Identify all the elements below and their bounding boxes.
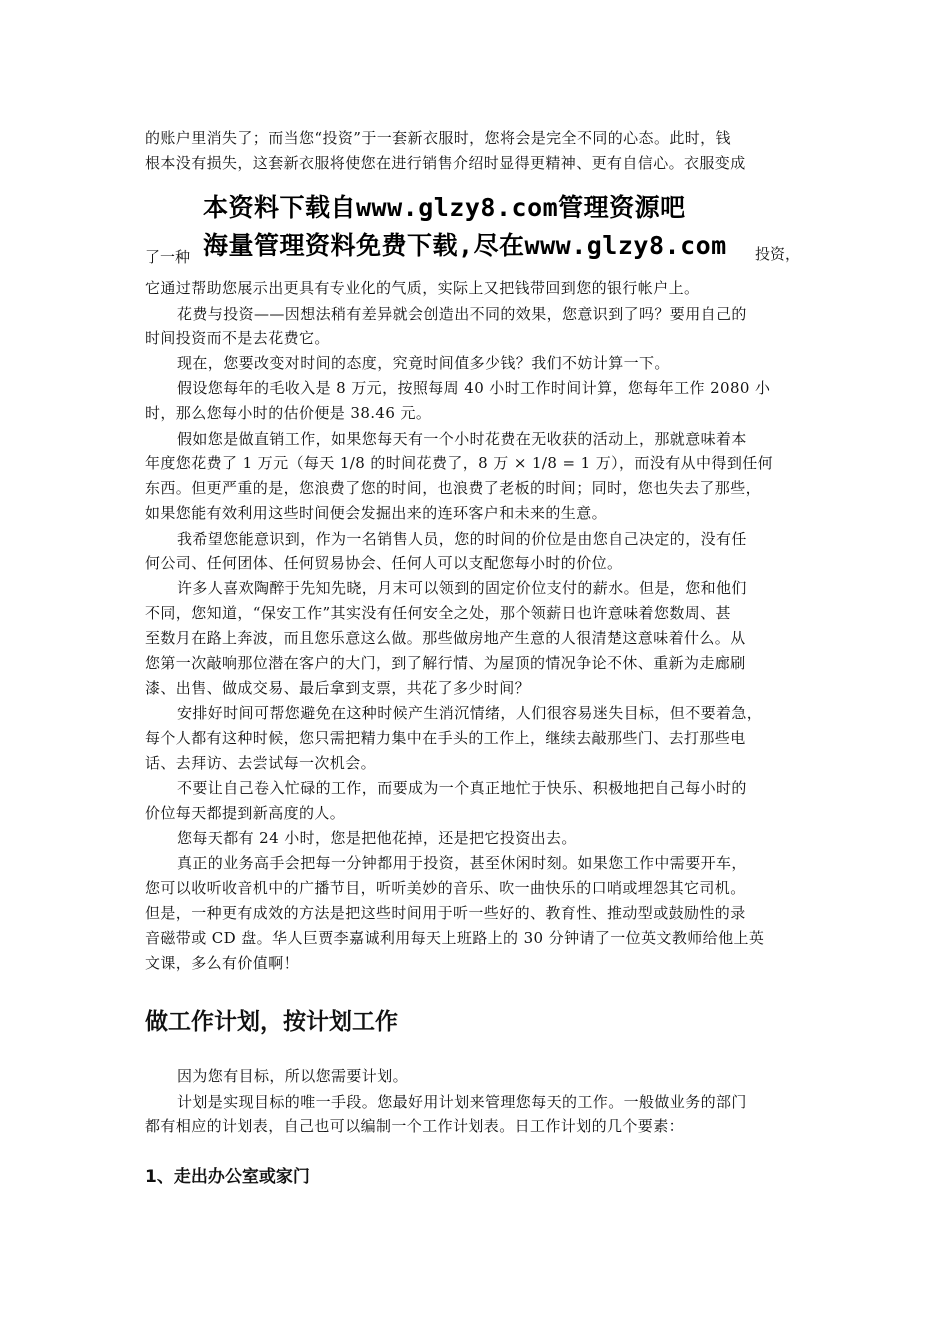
paragraph-line: 真正的业务高手会把每一分钟都用于投资，甚至休闲时刻。如果您工作中需要开车， (177, 854, 747, 872)
text-line: 漆、出售、做成交易、最后拿到支票，共花了多少时间？ (145, 679, 531, 697)
subsection-heading: 1、走出办公室或家门 (145, 1167, 310, 1187)
text-line: 您可以收听收音机中的广播节目，听听美妙的音乐、吹一曲快乐的口哨或埋怨其它司机。 (145, 879, 746, 897)
text-line: 何公司、任何团体、任何贸易协会、任何人可以支配您每小时的价位。 (145, 554, 623, 572)
text-line: 价位每天都提到新高度的人。 (145, 804, 346, 822)
paragraph-line: 假设您每年的毛收入是 8 万元，按照每周 40 小时工作时间计算，您每年工作 2080 小 (177, 379, 771, 397)
text-line: 时间投资而不是去花费它。 (145, 329, 330, 347)
text-line: 但是，一种更有成效的方法是把这些时间用于听一些好的、教育性、推动型或鼓励性的录 (145, 904, 746, 922)
text-line: 音磁带或 CD 盘。华人巨贾李嘉诚利用每天上班路上的 30 分钟请了一位英文教师给他上英 (145, 929, 765, 947)
text-line: 都有相应的计划表，自己也可以编制一个工作计划表。日工作计划的几个要素： (145, 1117, 685, 1135)
text-line: 根本没有损失，这套新衣服将使您在进行销售介绍时显得更精神、更有自信心。衣服变成 (145, 154, 746, 172)
paragraph-line: 安排好时间可帮您避免在这种时候产生消沉情绪，人们很容易迷失目标，但不要着急， (177, 704, 763, 722)
paragraph-line: 许多人喜欢陶醉于先知先晓，月末可以领到的固定价位支付的薪水。但是，您和他们 (177, 579, 747, 597)
text-line: 年度您花费了 1 万元（每天 1/8 的时间花费了，8 万 × 1/8 = 1 万），而没有从中得到任何 (145, 454, 774, 472)
text-line: 您第一次敲响那位潜在客户的大门，到了解行情、为屋顶的情况争论不休、重新为走廊刷 (145, 654, 746, 672)
paragraph-line: 您每天都有 24 小时，您是把他花掉，还是把它投资出去。 (177, 829, 577, 847)
watermark-banner-line1: 本资料下载自www.glzy8.com管理资源吧 (203, 193, 686, 222)
text-line: 的账户里消失了；而当您“投资”于一套新衣服时，您将会是完全不同的心态。此时，钱 (145, 129, 731, 147)
paragraph-line: 花费与投资——因想法稍有差异就会创造出不同的效果，您意识到了吗？要用自己的 (177, 305, 747, 323)
section-heading: 做工作计划，按计划工作 (145, 1009, 398, 1035)
text-line: 不同，您知道，“保安工作”其实没有任何安全之处，那个领薪日也许意味着您数周、甚 (145, 604, 731, 622)
paragraph-line: 现在，您要改变对时间的态度，究竟时间值多少钱？我们不妨计算一下。 (177, 354, 670, 372)
paragraph-line: 计划是实现目标的唯一手段。您最好用计划来管理您每天的工作。一般做业务的部门 (177, 1093, 747, 1111)
text-line: 文课，多么有价值啊！ (145, 954, 300, 972)
text-fragment-left: 了一种 (145, 248, 191, 266)
watermark-banner-line2: 海量管理资料免费下载,尽在www.glzy8.com (203, 231, 727, 260)
text-line: 每个人都有这种时候，您只需把精力集中在手头的工作上，继续去敲那些门、去打那些电 (145, 729, 746, 747)
paragraph-line: 因为您有目标，所以您需要计划。 (177, 1067, 409, 1085)
text-line: 它通过帮助您展示出更具有专业化的气质，实际上又把钱带回到您的银行帐户上。 (145, 279, 700, 297)
paragraph-line: 我希望您能意识到，作为一名销售人员，您的时间的价位是由您自己决定的，没有任 (177, 530, 747, 548)
text-fragment-right: 投资， (755, 245, 801, 263)
text-line: 如果您能有效利用这些时间便会发掘出来的连环客户和未来的生意。 (145, 504, 608, 522)
text-line: 话、去拜访、去尝试每一次机会。 (145, 754, 377, 772)
text-line: 东西。但更严重的是，您浪费了您的时间，也浪费了老板的时间；同时，您也失去了那些， (145, 479, 762, 497)
paragraph-line: 不要让自己卷入忙碌的工作，而要成为一个真正地忙于快乐、积极地把自己每小时的 (177, 779, 747, 797)
text-line: 至数月在路上奔波，而且您乐意这么做。那些做房地产生意的人很清楚这意味着什么。从 (145, 629, 746, 647)
paragraph-line: 假如您是做直销工作，如果您每天有一个小时花费在无收获的活动上，那就意味着本 (177, 430, 747, 448)
text-line: 时，那么您每小时的估价便是 38.46 元。 (145, 404, 432, 422)
